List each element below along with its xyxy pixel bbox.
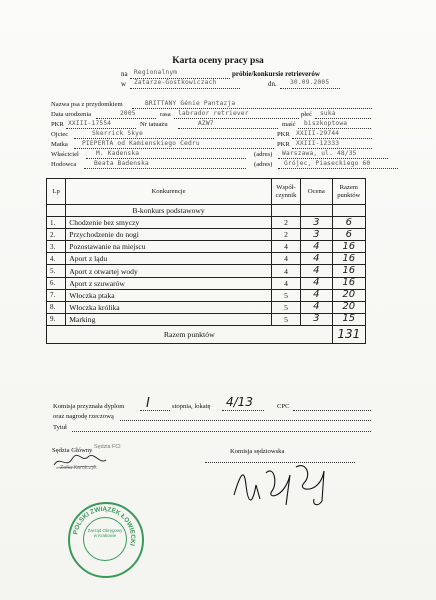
committee-label: Komisja sędziowska: [230, 448, 285, 455]
table-row: [47, 289, 366, 301]
owner-label: Właściciel: [51, 151, 79, 158]
row-total: 16: [332, 253, 365, 265]
owner-line: [86, 158, 246, 159]
table-row: [47, 313, 366, 325]
row-score: 3: [301, 313, 332, 325]
row-coefficient: 2: [271, 217, 300, 229]
row-total: 16: [332, 277, 365, 289]
pkr2-label: PKR: [277, 131, 290, 138]
cpc-line: [293, 410, 371, 411]
judge-name-stamp: Zofia Karolczyk: [60, 465, 97, 471]
owner-value: M. Kadenska: [96, 150, 140, 157]
na-label: na: [121, 70, 128, 78]
sex-label: płeć: [301, 111, 312, 118]
table-row: [47, 217, 366, 229]
row-score: 3: [301, 229, 332, 241]
award-line3: Tytuł: [53, 424, 67, 431]
section-score-cell: [301, 205, 332, 217]
row-total: 20: [332, 289, 365, 301]
row-total: 6: [332, 229, 365, 241]
table-row: [47, 265, 366, 277]
header-konkurencje: Konkurencje: [66, 179, 272, 205]
sum-label: Razem punktów: [47, 325, 333, 343]
row-lp: 6.: [47, 277, 66, 289]
judge-stamp-text: Sędzia FCI: [94, 444, 121, 450]
stamp-ring-text: POLSKI ZWIĄZEK ŁOWIECKI: [72, 505, 137, 547]
document-title: Karta oceny pracy psa: [172, 56, 264, 66]
row-name: Włoczka ptaka: [66, 289, 272, 301]
row-name: Przychodzenie do nogi: [66, 229, 272, 241]
score-rows: [47, 217, 366, 326]
row-coefficient: 4: [271, 253, 300, 265]
father-line: [74, 138, 274, 139]
pkr-line: [66, 128, 136, 129]
award-cpc: CPC: [277, 403, 290, 410]
proba-label: próbie/konkursie retrieverów: [232, 70, 320, 78]
breeder-label: Hodowca: [51, 161, 77, 168]
table-row: [47, 253, 366, 265]
pkr3-line: [292, 148, 372, 149]
row-score: 4: [301, 241, 332, 253]
owner-addr-value: Warszawa, ul. 48/35: [282, 150, 357, 157]
breeder-addr-line: [278, 168, 398, 169]
sex-value: suka: [320, 110, 336, 117]
name-line: [132, 108, 372, 109]
row-name: Aport z otwartej wody: [66, 265, 272, 277]
sex-line: [315, 118, 371, 119]
owner-addr-line: [278, 158, 388, 159]
birth-value: 2005: [120, 110, 136, 117]
award-line1: Komisja przyznała dyplom: [53, 403, 125, 410]
header-wspolczynnik: Współ-czynnik: [271, 179, 300, 205]
row-total: 16: [332, 241, 365, 253]
row-score: 4: [301, 289, 332, 301]
table-row: [47, 301, 366, 313]
father-label: Ojciec: [51, 131, 69, 138]
row-name: Aport z lądu: [66, 253, 272, 265]
section-coef-cell: [271, 205, 300, 217]
breeder-addr-value: Grójec, Piaseckiego 60: [284, 160, 371, 167]
father-value: Skerrick Skye: [92, 130, 144, 137]
name-label: Nazwa psa z przydomkiem: [51, 101, 123, 108]
breed-value: labrador retriever: [178, 110, 249, 117]
color-line: [298, 128, 371, 129]
diploma-line: [140, 410, 170, 411]
na-value: Regionalnym: [134, 69, 178, 76]
row-total: 16: [332, 265, 365, 277]
place-line: [222, 410, 264, 411]
mother-line: [74, 148, 274, 149]
header-ocena: Ocena: [301, 179, 332, 205]
color-label: maść: [282, 121, 296, 128]
table-row: [47, 241, 366, 253]
table-row: [47, 229, 366, 241]
row-coefficient: 5: [271, 313, 300, 325]
pkr2-line: [292, 138, 372, 139]
name-value: BRITTANY Génie Pantazja: [145, 100, 236, 107]
section-total-cell: [332, 205, 365, 217]
row-name: Aport z szuwarów: [66, 277, 272, 289]
w-value: Zatarze-Gostkowiczach: [134, 79, 217, 86]
row-score: 4: [301, 253, 332, 265]
row-score: 4: [301, 277, 332, 289]
diploma-value: I: [146, 396, 150, 411]
row-coefficient: 4: [271, 265, 300, 277]
row-coefficient: 5: [271, 289, 300, 301]
place-value: 4/13: [226, 395, 253, 409]
tattoo-value: AZW7: [198, 120, 214, 127]
row-score: 4: [301, 265, 332, 277]
club-stamp: [68, 502, 144, 578]
header-lp: Lp: [47, 179, 66, 205]
pkr-value: XXIII-17554: [68, 120, 112, 127]
committee-signatures: [226, 455, 336, 515]
section-lp-cell: [47, 205, 66, 217]
row-lp: 5.: [47, 265, 66, 277]
breed-line: [174, 118, 299, 119]
row-coefficient: 4: [271, 241, 300, 253]
pkr-label: PKR: [51, 121, 64, 128]
breeder-addr-label: (adres): [254, 161, 273, 168]
dn-label: dn.: [268, 80, 277, 88]
dn-value: 30.09.2005: [290, 79, 330, 86]
dn-line: [280, 88, 340, 89]
pkr3-value: XXIII-12333: [296, 140, 340, 147]
color-value: biszkoptowa: [304, 120, 348, 127]
owner-addr-label: (adres): [254, 151, 273, 158]
birth-line: [96, 118, 156, 119]
award-stopnia: stopnia, lokatę: [172, 403, 211, 410]
breed-label: rasa: [160, 111, 171, 118]
row-lp: 9.: [47, 313, 66, 325]
row-lp: 7.: [47, 289, 66, 301]
pkr3-label: PKR: [277, 141, 290, 148]
tattoo-label: Nr tatuażu: [140, 121, 168, 128]
w-line: [130, 88, 240, 89]
award-line2: oraz nagrodę rzeczową: [53, 413, 114, 420]
mother-value: PIEPERTA od Kamienskiego Cedru: [82, 140, 200, 147]
row-score: 4: [301, 301, 332, 313]
title-line: [72, 431, 371, 432]
score-table: [46, 178, 366, 344]
table-row: [47, 277, 366, 289]
row-lp: 1.: [47, 217, 66, 229]
row-lp: 4.: [47, 253, 66, 265]
stamp-inner: [83, 517, 127, 561]
sum-value: 131: [332, 325, 365, 343]
breeder-line: [84, 168, 246, 169]
w-label: w: [121, 80, 127, 88]
row-lp: 2.: [47, 229, 66, 241]
header-razem: Razem punktów: [332, 179, 365, 205]
prize-line: [120, 420, 371, 421]
row-coefficient: 2: [271, 229, 300, 241]
row-score: 3: [301, 217, 332, 229]
row-total: 20: [332, 301, 365, 313]
row-coefficient: 5: [271, 301, 300, 313]
pkr2-value: XXIII-29744: [296, 130, 340, 137]
row-total: 6: [332, 217, 365, 229]
row-lp: 3.: [47, 241, 66, 253]
stamp-inner-text: Zarząd Okręgowy w Krakowie: [87, 528, 123, 539]
breeder-value: Beata Badenska: [94, 160, 149, 167]
row-total: 15: [332, 313, 365, 325]
row-name: Marking: [66, 313, 272, 325]
tattoo-line: [178, 128, 278, 129]
section-title: B-konkurs podstawowy: [66, 205, 272, 217]
mother-label: Matka: [51, 141, 68, 148]
row-coefficient: 4: [271, 277, 300, 289]
row-name: Chodzenie bez smyczy: [66, 217, 272, 229]
row-lp: 8.: [47, 301, 66, 313]
birth-label: Data urodzenia: [51, 111, 92, 118]
row-name: Pozostawanie na miejscu: [66, 241, 272, 253]
judge-label: Sędzia Główny: [52, 447, 93, 454]
row-name: Włoczka królika: [66, 301, 272, 313]
